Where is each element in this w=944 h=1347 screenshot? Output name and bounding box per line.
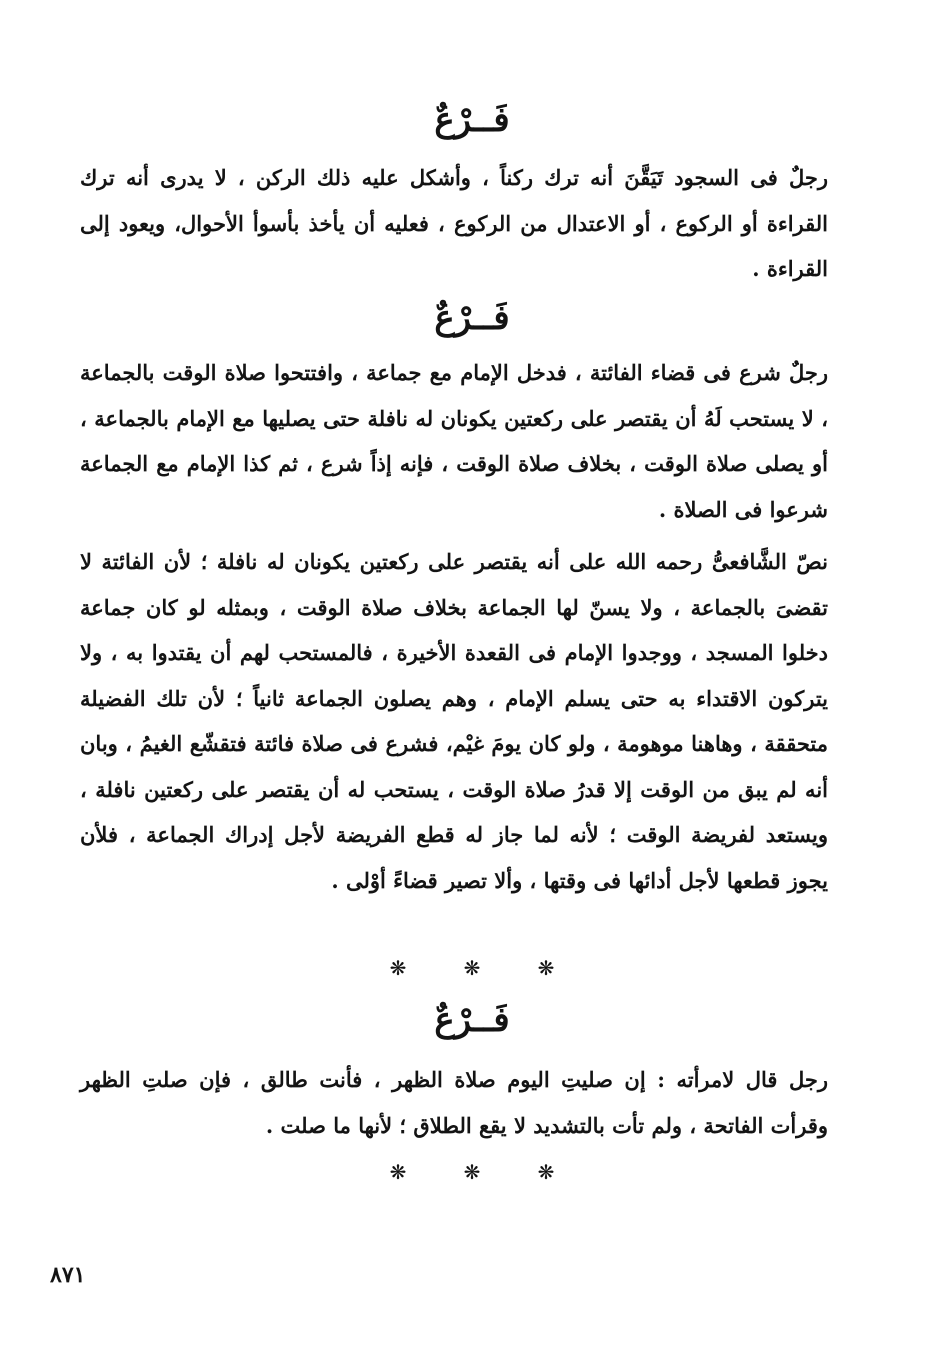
paragraph: رجل قال لامرأته : إن صليتِ اليوم صلاة الظهر ، فأنت طالق ، فإن صلتِ الظهر وقرأت الفاتحة ، ولم تأت بالتشديد لا يقع الطلاق ؛ لأنها ما صلت .	[80, 1067, 828, 1138]
star-ornament-icon: ❋	[537, 1160, 555, 1184]
section-heading: فَــرْعٌ	[434, 100, 510, 140]
star-ornament-icon: ❋	[463, 956, 481, 980]
section-separator	[0, 956, 944, 980]
section-heading: فَــرْعٌ	[434, 1000, 510, 1040]
section-heading: فَــرْعٌ	[434, 298, 510, 338]
paragraph: رجلٌ شرع فى قضاء الفائتة ، فدخل الإمام مع جماعة ، وافتتحوا صلاة الوقت بالجماعة ، لا يستحب لَهُ أن يقتصر على ركعتين يكونان له نافلة حتى يصليها مع الإمام بالجماعة ، أو يصلى صلاة الوقت ، بخلاف صلاة الوقت ، فإنه إذاً شرع ، ثم كذا الإمام مع الجماعة شرعوا فى الصلاة .	[80, 360, 828, 522]
star-ornament-icon: ❋	[537, 956, 555, 980]
section-separator	[0, 1160, 944, 1184]
paragraph: رجلٌ فى السجود تَيَقَّنَ أنه ترك ركناً ، وأشكل عليه ذلك الركن ، لا يدرى أنه ترك القراءة أو الركوع ، أو الاعتدال من الركوع ، فعليه أن يأخذ بأسوأ الأحوال، ويعود إلى القراءة .	[80, 165, 828, 281]
page-number: ٨٧١	[50, 1262, 86, 1288]
star-ornament-icon: ❋	[389, 956, 407, 980]
star-ornament-icon: ❋	[463, 1160, 481, 1184]
paragraph: نصّ الشَّافعىُّ رحمه الله على أنه يقتصر على ركعتين يكونان له نافلة ؛ لأن الفائتة لا تقضىَ بالجماعة ، ولا يسنّ لها الجماعة بخلاف صلاة الوقت ، وبمثله لو كان جماعة دخلوا المسجد ، ووجدوا الإمام فى القعدة الأخيرة ، فالمستحب لهم أن يقتدوا به ، ولا يتركون الاقتداء به حتى يسلم الإمام ، وهم يصلون الجماعة ثانياً ؛ لأن تلك الفضيلة متحققة ، وهاهنا موهومة ، ولو كان يومَ غيْم، فشرع فى صلاة فائتة فتقشّع الغيمُ ، وبان أنه لم يبق من الوقت إلا قدرُ صلاة الوقت ، يستحب له أن يقتصر على ركعتين نافلة ، ويستعد لفريضة الوقت ؛ لأنه لما جاز له قطع الفريضة لأجل إدراك الجماعة ، فلأن يجوز قطعها لأجل أدائها فى وقتها ، وألا تصير قضاءً أوْلى .	[80, 549, 828, 893]
star-ornament-icon: ❋	[389, 1160, 407, 1184]
